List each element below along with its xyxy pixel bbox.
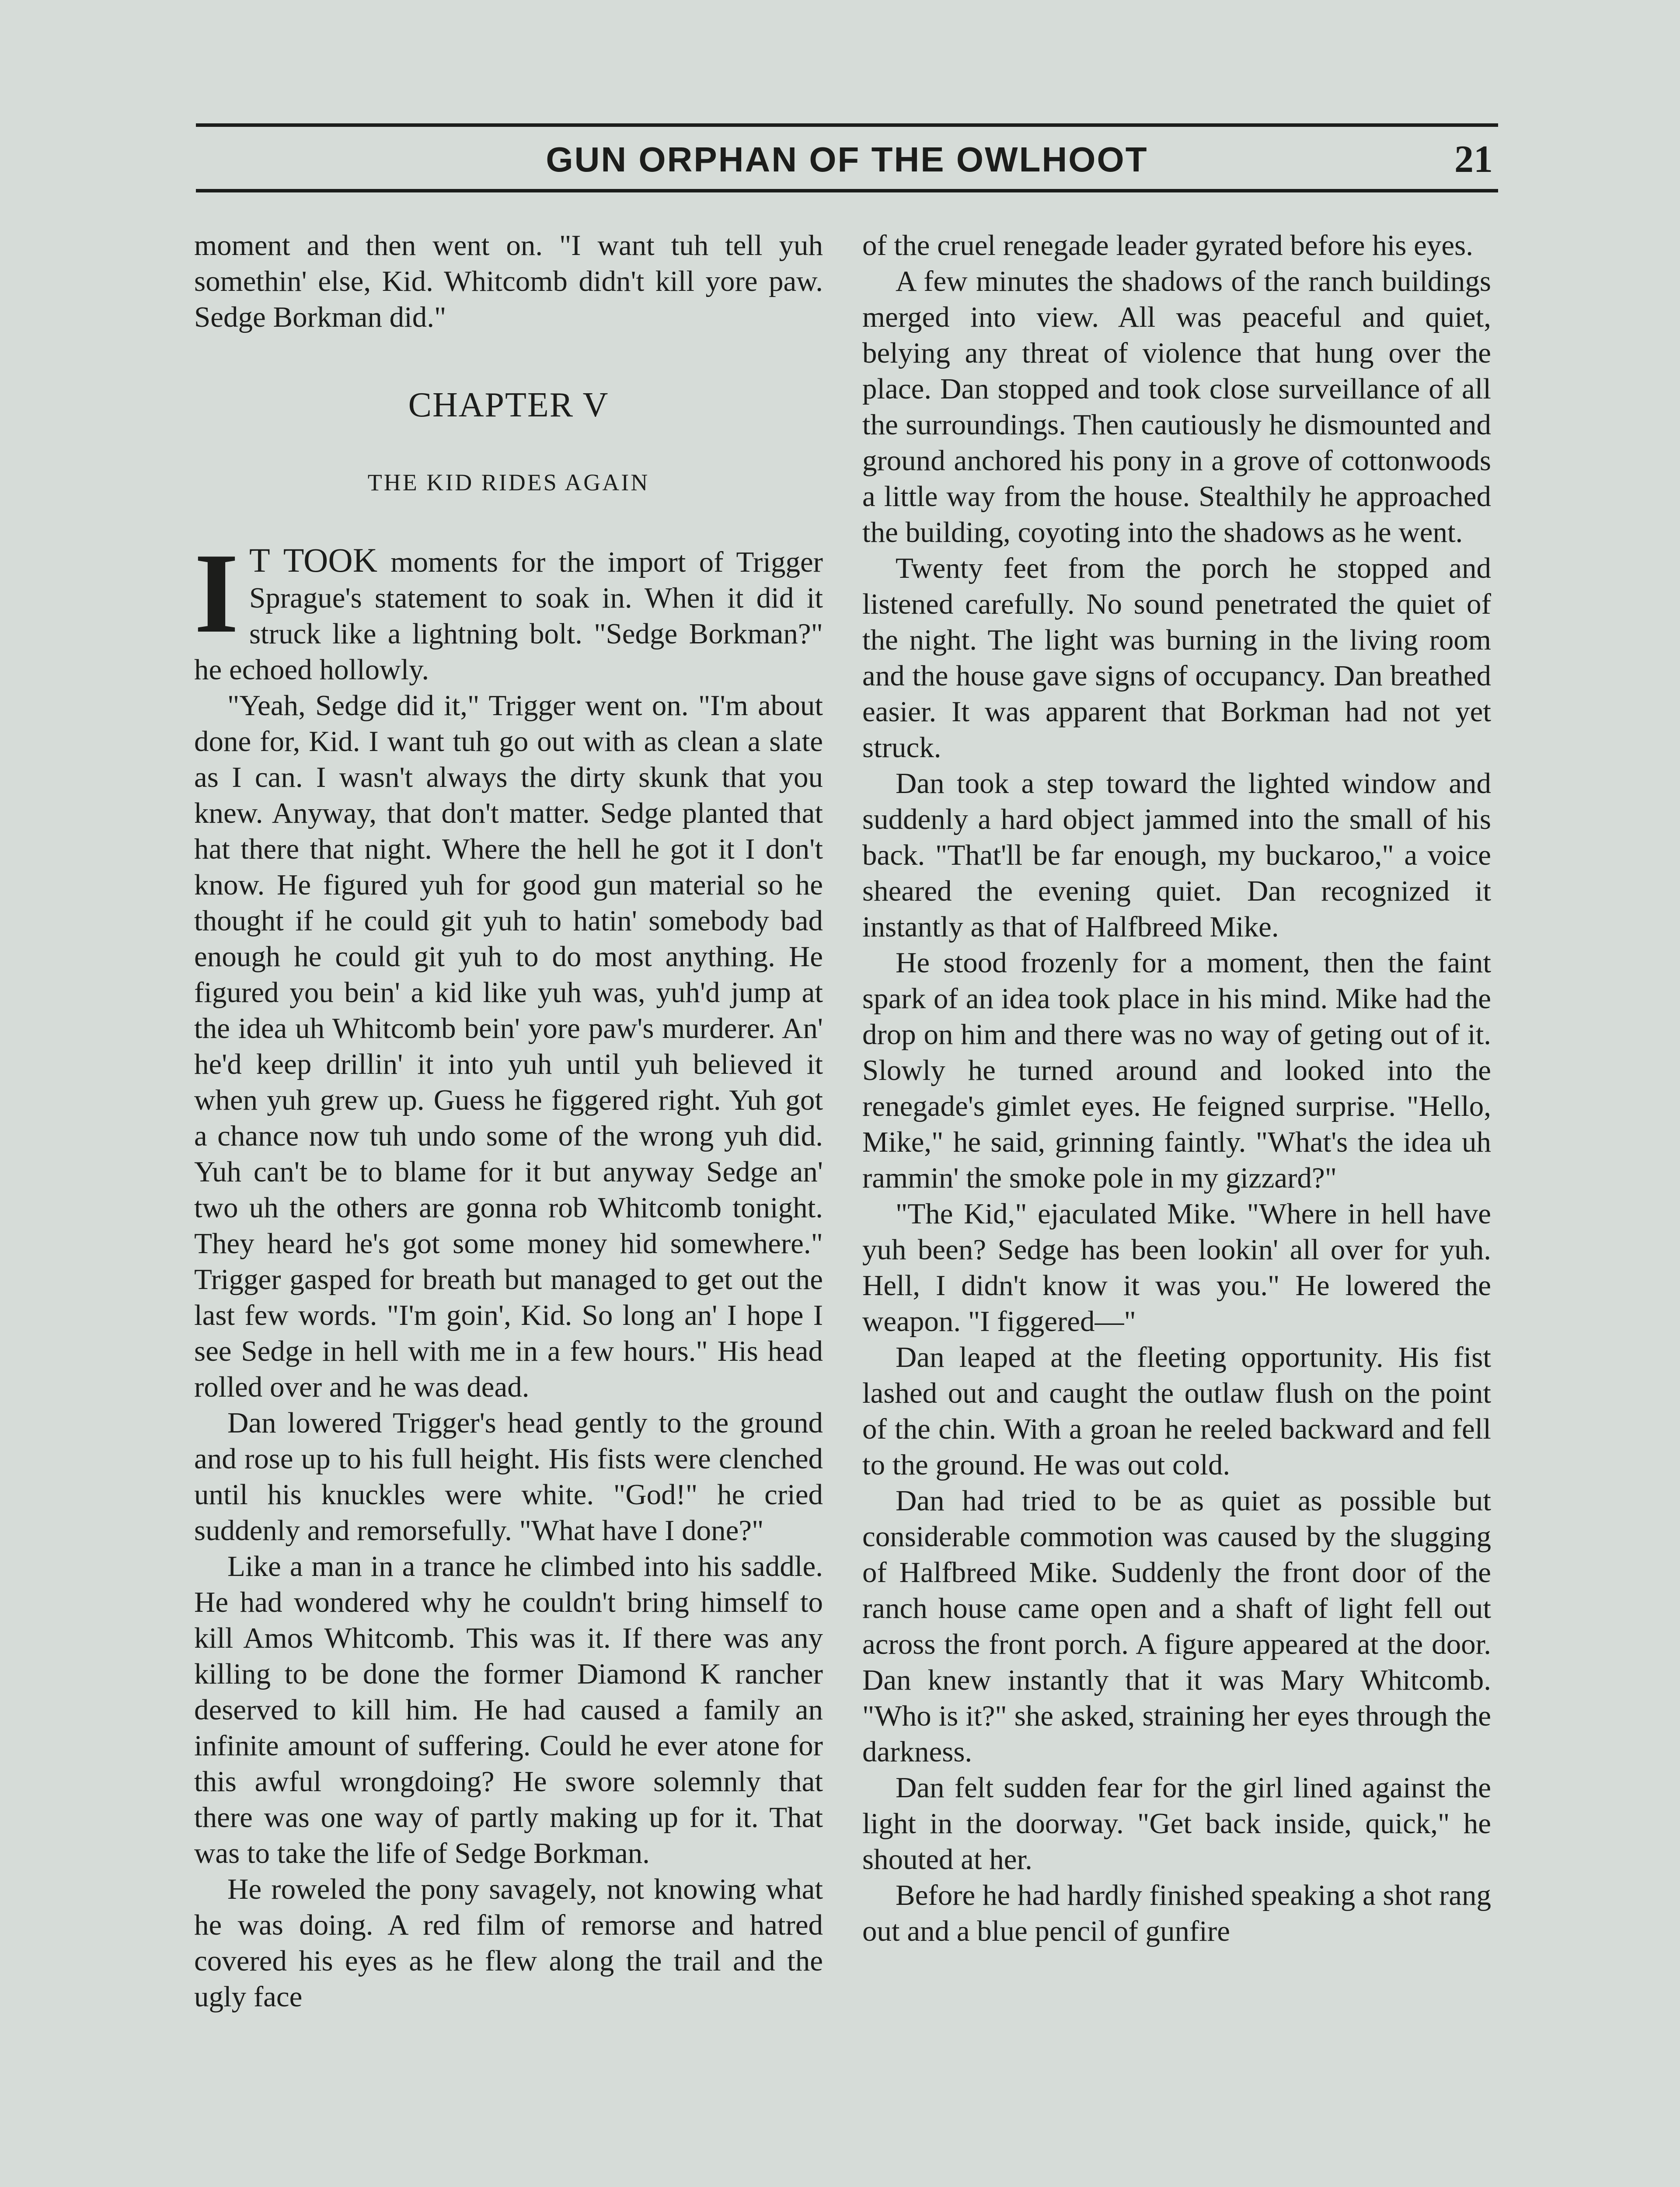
running-title: GUN ORPHAN OF THE OWLHOOT [546,140,1148,179]
chapter-subtitle: THE KID RIDES AGAIN [367,469,650,496]
paragraph: A few minutes the shadows of the ranch buildings merged into view. All was peaceful and quiet, belying any threat of violence that hung over the place. Dan stopped and took close surveillance of all the surroundings. Then cautiously he dismounted and ground anchored his pony in a grove of cottonwoods a little way from the house. Stealthily he approached the building, coyoting into the shadows as he went. [862,265,1491,548]
drop-cap-lead: T TOOK [249,541,378,579]
paragraph: Before he had hardly finished speaking a shot rang out and a blue pencil of gunfire [862,1879,1491,1947]
paragraph: Like a man in a trance he climbed into his saddle. He had wondered why he couldn't bring himself to kill Amos Whitcomb. This was it. If there was any killing to be done the former Diamond K rancher deserved to kill him. He had caused a family an infinite amount of suffering. Could he ever atone for this awful wrongdoing? He swore solemnly that there was one way of partly making up for it. That was to take the life of Sedge Borkman. [194,1550,823,1869]
page-number: 21 [1454,138,1493,181]
paragraph: Dan had tried to be as quiet as possible but considerable commotion was caused by the slugging of Halfbreed Mike. Suddenly the front door of the ranch house came open and a shaft of light fell out across the front porch. A figure appeared at the door. Dan knew instantly that it was Mary Whitcomb. "Who is it?" she asked, straining her eyes through the darkness. [862,1485,1491,1768]
header-bottom-rule [196,189,1498,192]
paragraph: "The Kid," ejaculated Mike. "Where in hell have yuh been? Sedge has been lookin' all over for yuh. Hell, I didn't know it was you." He lowered the weapon. "I figgered—" [862,1198,1491,1338]
header-top-rule [196,123,1498,127]
chapter-opening-paragraph [194,530,823,688]
paragraph: Dan lowered Trigger's head gently to the ground and rose up to his full height. His fists were clenched until his knuckles were white. "God!" he cried suddenly and remorsefully. "What have I done?" [194,1407,823,1547]
paragraph: Dan felt sudden fear for the girl lined against the light in the doorway. "Get back inside, quick," he shouted at her. [862,1771,1491,1876]
drop-cap: I [194,530,239,657]
continued-paragraph: moment and then went on. "I want tuh tell yuh somethin' else, Kid. Whitcomb didn't kill yore paw. Sedge Borkman did." [194,229,823,333]
paragraph: He roweled the pony savagely, not knowing what he was doing. A red film of remorse and hatred covered his eyes as he flew along the trail and the ugly face [194,1873,823,2013]
paragraph: He stood frozenly for a moment, then the faint spark of an idea took place in his mind. Mike had the drop on him and there was no way of geting out of it. Slowly he turned around and looked into the renegade's gimlet eyes. He feigned surprise. "Hello, Mike," he said, grinning faintly. "What's the idea uh rammin' the smoke pole in my gizzard?" [862,947,1491,1194]
paragraph: Dan leaped at the fleeting opportunity. His fist lashed out and caught the outlaw flush on the point of the chin. With a groan he reeled backward and fell to the ground. He was out cold. [862,1341,1491,1481]
right-column [862,227,1491,1949]
chapter-title: CHAPTER V [408,386,609,424]
continued-paragraph: of the cruel renegade leader gyrated before his eyes. [862,229,1473,262]
paragraph-text: moments for the import of Trigger Sprague's statement to soak in. When it did it struck like a lightning bolt. "Sedge Borkman?" he echoed hollowly. [194,546,823,686]
paragraph: "Yeah, Sedge did it," Trigger went on. "I'm about done for, Kid. I want tuh go out with as clean a slate as I can. I wasn't always the dirty skunk that you knew. Anyway, that don't matter. Sedge planted that hat there that night. Where the hell he got it I don't know. He figured yuh for good gun material so he thought if he could git yuh to hatin' somebody bad enough he could git yuh to do most anything. He figured you bein' a kid like yuh was, yuh'd jump at the idea uh Whitcomb bein' yore paw's murderer. An' he'd keep drillin' it into yuh until yuh believed it when yuh grew up. Guess he figgered right. Yuh got a chance now tuh undo some of the wrong yuh did. Yuh can't be to blame for it but anyway Sedge an' two uh the others are gonna rob Whitcomb tonight. They heard he's got some money hid somewhere." Trigger gasped for breath but managed to get out the last few words. "I'm goin', Kid. So long an' I hope I see Sedge in hell with me in a few hours." His head rolled over and he was dead. [194,689,823,1403]
paragraph: Dan took a step toward the lighted window and suddenly a hard object jammed into the small of his back. "That'll be far enough, my buckaroo," a voice sheared the evening quiet. Dan recognized it instantly as that of Halfbreed Mike. [862,767,1491,943]
left-column [194,227,823,2015]
paragraph: Twenty feet from the porch he stopped and listened carefully. No sound penetrated the quiet of the night. The light was burning in the living room and the house gave signs of occupancy. Dan breathed easier. It was apparent that Borkman had not yet struck. [862,552,1491,764]
